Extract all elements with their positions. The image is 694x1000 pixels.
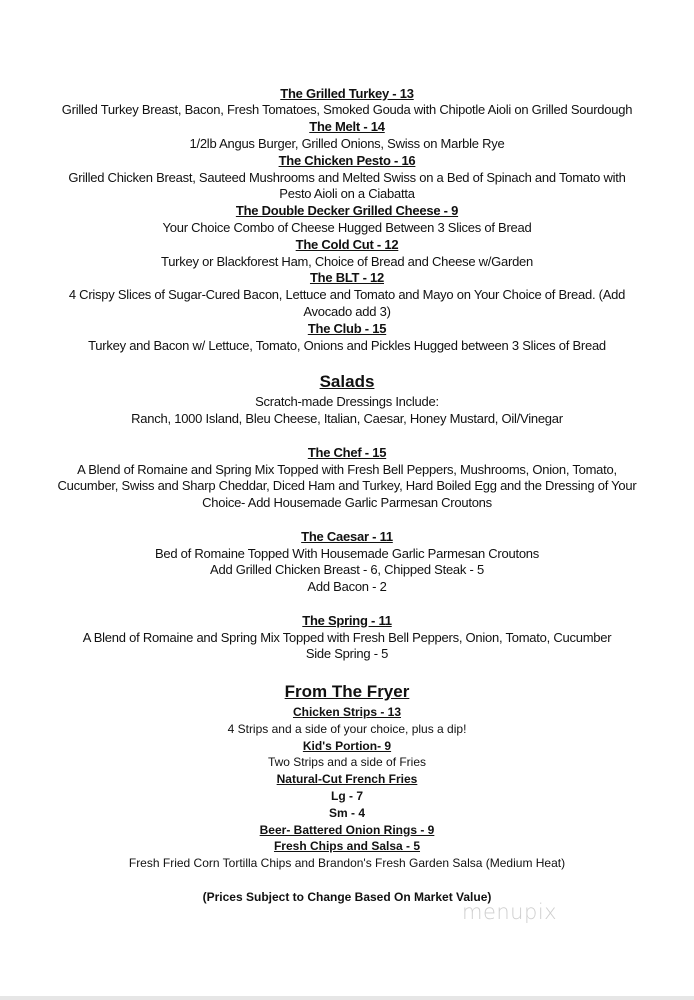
menu-item-description: Bed of Romaine Topped With Housemade Garlic Parmesan Croutons (154, 545, 540, 561)
menu-item-title: The Chicken Pesto - 16 (278, 152, 416, 168)
menu-item-description: Grilled Chicken Breast, Sauteed Mushrooms and Melted Swiss on a Bed of Spinach and Tomato with (68, 169, 626, 185)
menu-item-description: A Blend of Romaine and Spring Mix Topped with Fresh Bell Peppers, Onion, Tomato, Cucumber (82, 629, 612, 645)
menu-item-description: Choice- Add Housemade Garlic Parmesan Croutons (202, 495, 492, 511)
menu-item-title: Fresh Chips and Salsa - 5 (273, 839, 421, 854)
salads-section (0, 370, 694, 663)
bottom-edge (0, 996, 694, 1000)
menu-note: Lg - 7 (331, 789, 363, 804)
menu-item-title: The BLT - 12 (309, 270, 385, 286)
spacer (0, 428, 694, 445)
menu-item-title: Beer- Battered Onion Rings - 9 (259, 822, 435, 837)
menu-item-title: The Cold Cut - 12 (295, 236, 399, 252)
menu-item-description: 4 Strips and a side of your choice, plus a dip! (227, 721, 467, 736)
menupix-watermark: menupix (462, 900, 558, 924)
menu-item-description: Turkey and Bacon w/ Lettuce, Tomato, Onions and Pickles Hugged between 3 Slices of Bread (88, 337, 606, 353)
menu-item-title: Chicken Strips - 13 (292, 705, 402, 720)
spacer (0, 872, 694, 889)
menu-item-description: Two Strips and a side of Fries (267, 755, 427, 770)
spacer (0, 596, 694, 613)
menu-item-title: The Caesar - 11 (301, 528, 393, 544)
menu-item-title: The Spring - 11 (302, 612, 392, 628)
menu-item-title: Natural-Cut French Fries (276, 772, 418, 787)
menu-item-description: Turkey or Blackforest Ham, Choice of Bread and Cheese w/Garden (160, 253, 534, 269)
menu-item-description: 1/2lb Angus Burger, Grilled Onions, Swiss on Marble Rye (189, 135, 505, 151)
menu-item-title: Kid's Portion- 9 (302, 738, 392, 753)
menu-item-title: The Chef - 15 (307, 444, 387, 460)
fryer-heading: From The Fryer (284, 682, 410, 702)
sandwiches-section (0, 86, 694, 355)
menu-item-description: Add Bacon - 2 (307, 579, 387, 595)
menu-item-description: Cucumber, Swiss and Sharp Cheddar, Diced Ham and Turkey, Hard Boiled Egg and the Dressing of Your (57, 478, 637, 494)
menu-page (0, 86, 694, 906)
menu-note: (Prices Subject to Change Based On Market Value) (202, 889, 492, 904)
menu-item-description: A Blend of Romaine and Spring Mix Topped with Fresh Bell Peppers, Mushrooms, Onion, Tomato, (77, 461, 617, 477)
spacer (0, 512, 694, 529)
menu-item-title: The Melt - 14 (309, 119, 385, 135)
menu-item-description: Add Grilled Chicken Breast - 6, Chipped Steak - 5 (210, 562, 484, 578)
menu-item-description: Pesto Aioli on a Ciabatta (279, 186, 415, 202)
menu-item-title: The Club - 15 (307, 320, 387, 336)
menu-item-description: Your Choice Combo of Cheese Hugged Between 3 Slices of Bread (162, 219, 532, 235)
menu-item-description: 4 Crispy Slices of Sugar-Cured Bacon, Lettuce and Tomato and Mayo on Your Choice of Bread. (Add (68, 287, 626, 303)
menu-item-description: Ranch, 1000 Island, Bleu Cheese, Italian, Caesar, Honey Mustard, Oil/Vinegar (131, 411, 563, 427)
menu-item-description: Scratch-made Dressings Include: (255, 394, 439, 410)
menu-item-title: The Grilled Turkey - 13 (280, 85, 414, 101)
menu-item-description: Side Spring - 5 (305, 646, 389, 662)
menu-item-description: Fresh Fried Corn Tortilla Chips and Brandon's Fresh Garden Salsa (Medium Heat) (128, 856, 566, 871)
menu-item-title: The Double Decker Grilled Cheese - 9 (235, 203, 459, 219)
salads-heading: Salads (319, 372, 375, 392)
fryer-section (0, 680, 694, 906)
menu-note: Sm - 4 (328, 805, 365, 820)
menu-item-description: Grilled Turkey Breast, Bacon, Fresh Tomatoes, Smoked Gouda with Chipotle Aioli on Grilled Sourdough (61, 102, 633, 118)
menu-item-description: Avocado add 3) (303, 303, 391, 319)
